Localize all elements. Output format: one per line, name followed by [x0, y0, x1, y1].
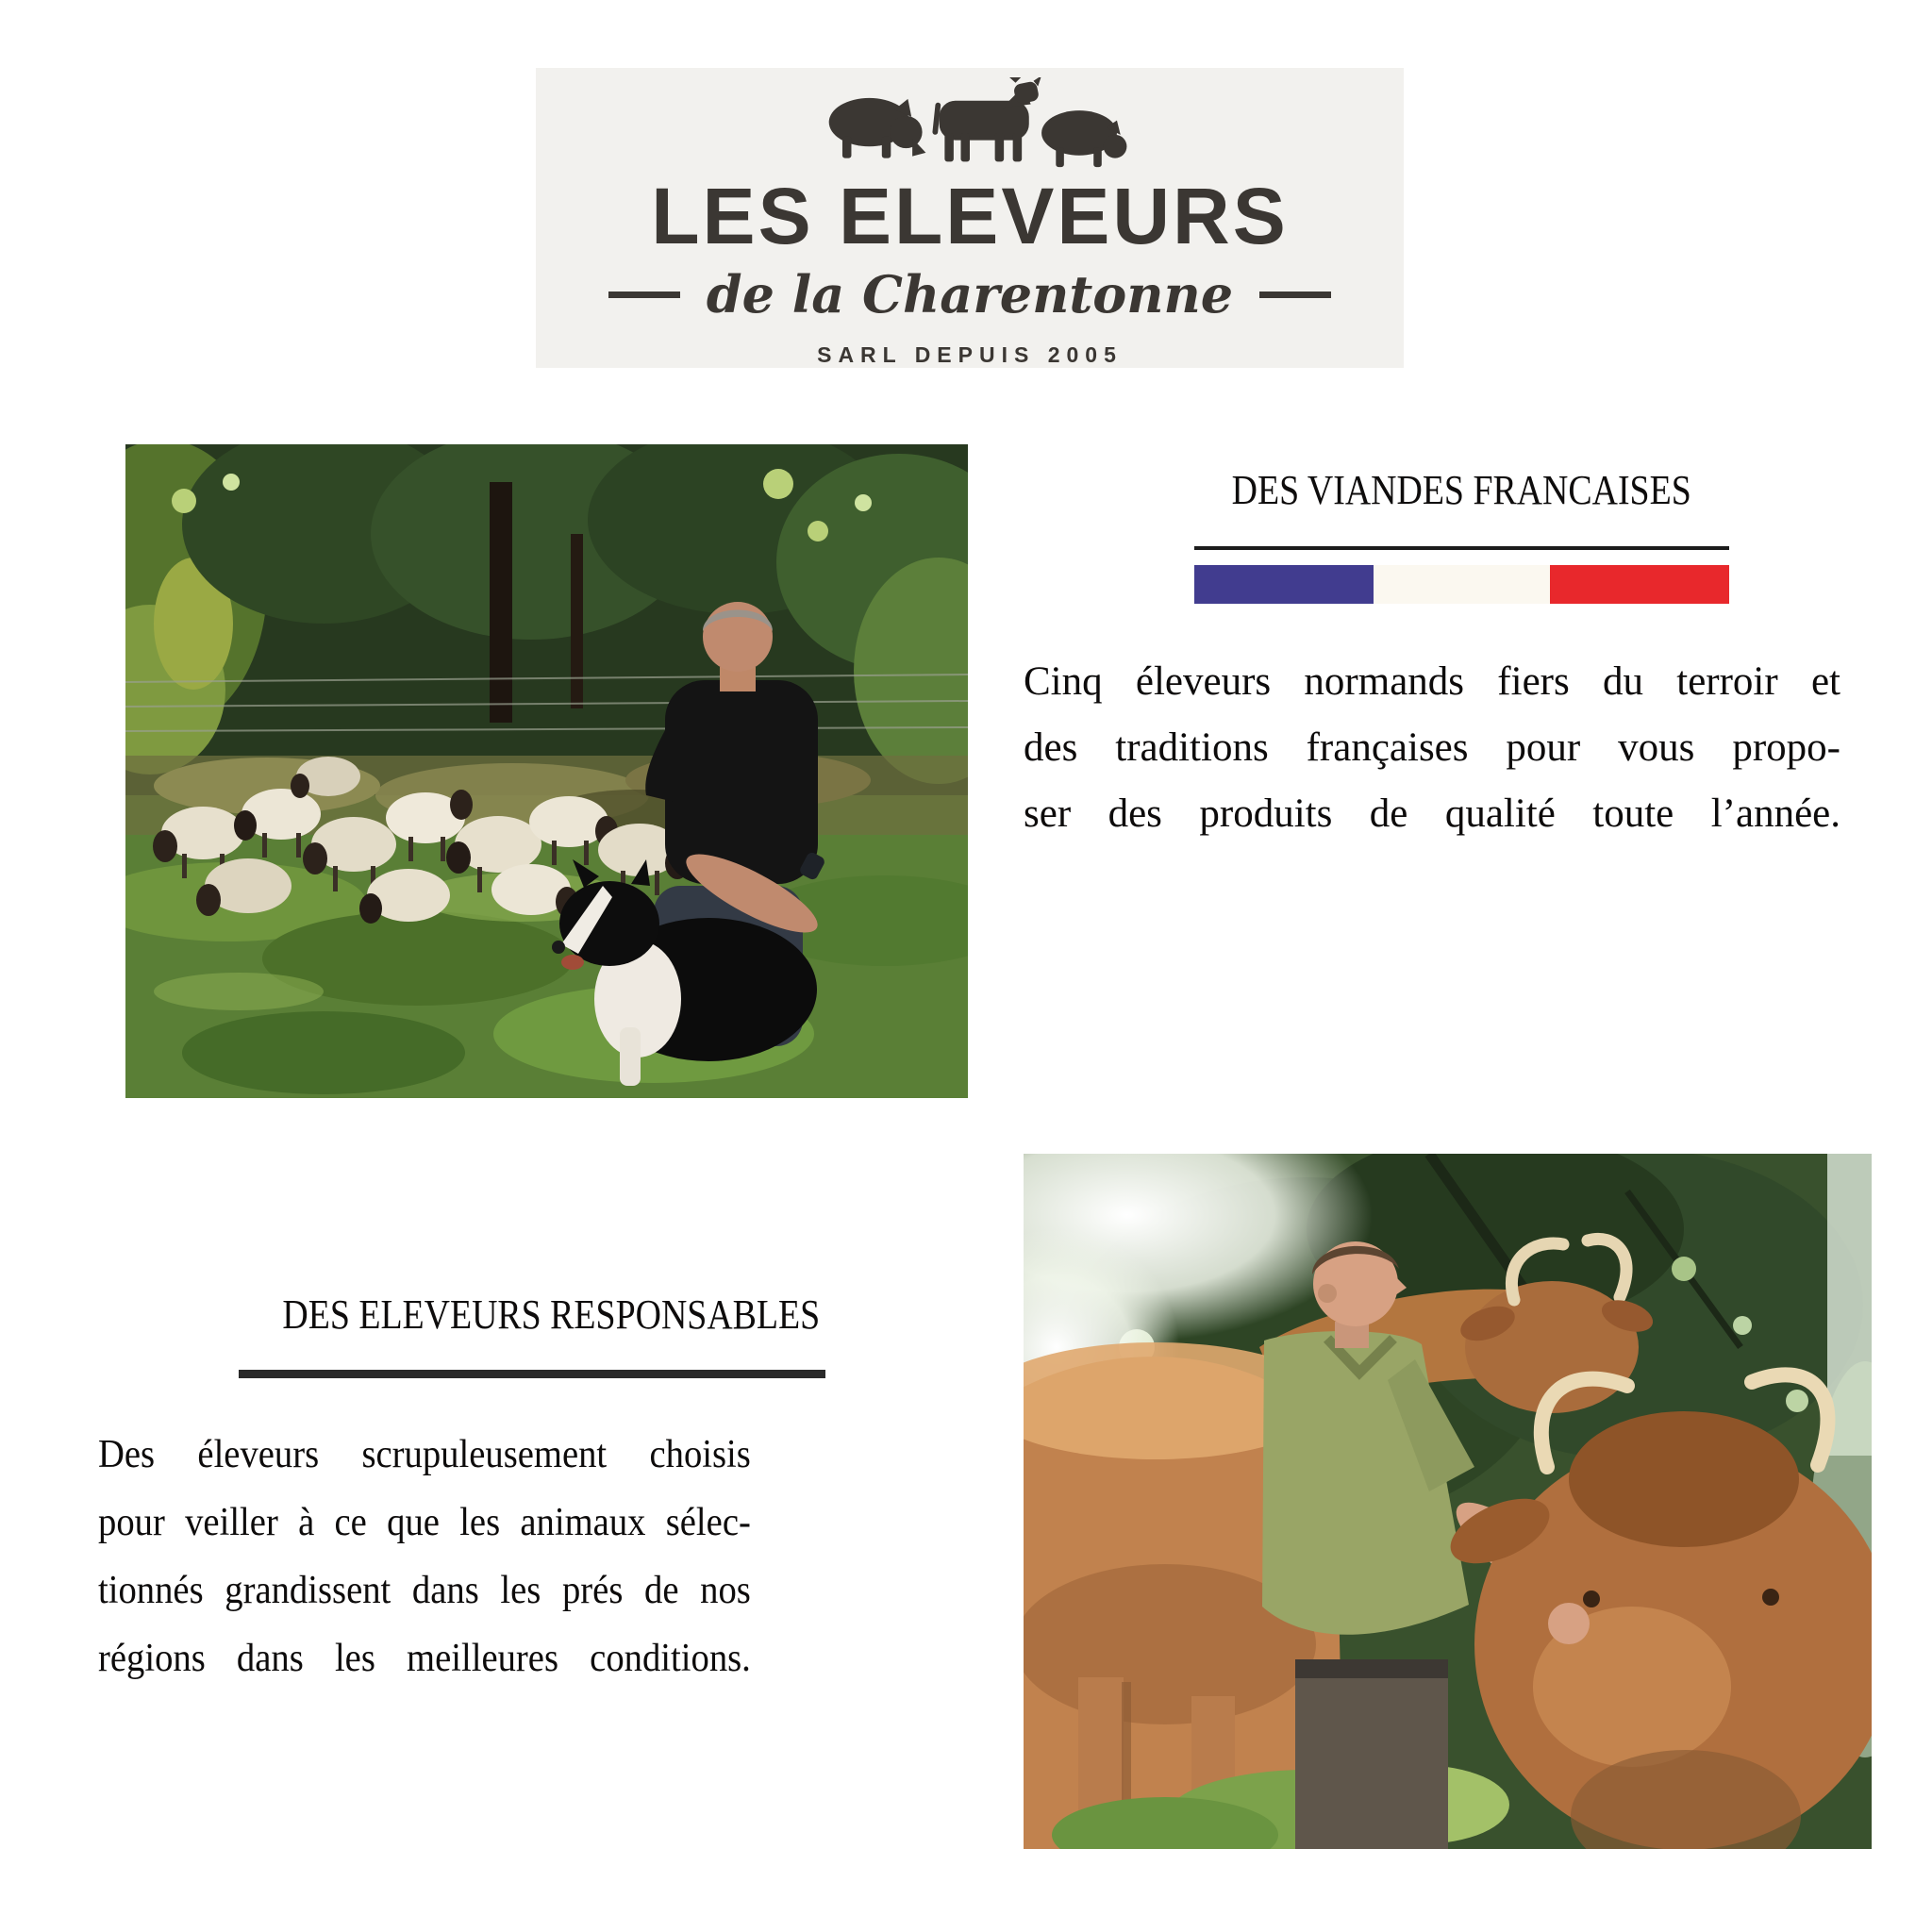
- eleveurs-section-heading: [239, 1291, 825, 1340]
- viandes-section-heading: [1194, 466, 1729, 515]
- logo-block: [536, 68, 1404, 368]
- farmer-hand: [1548, 1603, 1590, 1644]
- flag-red-stripe: [1550, 565, 1729, 604]
- eleveurs-paragraph: [98, 1421, 751, 1692]
- french-flag: [1194, 565, 1729, 604]
- logo-title: LES ELEVEURS: [651, 172, 1289, 260]
- flag-white-stripe: [1374, 565, 1550, 604]
- viandes-paragraph: [1024, 649, 1840, 847]
- paragraph-line: tionnés grandissent dans les prés de nos: [98, 1569, 751, 1612]
- logo-animal-icons: [809, 77, 1130, 169]
- pig-icon: [829, 98, 926, 158]
- paragraph-line: ser des produits de qualité toute l’année.: [1024, 791, 1840, 836]
- logo-dash-left: [608, 291, 680, 298]
- cow-farmer-photo: [1024, 1154, 1872, 1849]
- viandes-heading-text: DES VIANDES FRANCAISES: [1231, 467, 1692, 513]
- paragraph-line: Cinq éleveurs normands fiers du terroir et: [1024, 659, 1840, 704]
- logo-tagline: de la Charentonne: [706, 264, 1234, 325]
- tree-trunk: [490, 482, 512, 723]
- paragraph-line: des traditions françaises pour vous propo-: [1024, 725, 1840, 770]
- cow-icon: [932, 77, 1041, 161]
- sheep-icon: [1041, 110, 1126, 167]
- paragraph-line: pour veiller à ce que les animaux sélec-: [98, 1501, 751, 1544]
- logo-tagline-row: [608, 265, 1331, 324]
- flag-blue-stripe: [1194, 565, 1374, 604]
- paragraph-line: Des éleveurs scrupuleusement choisis: [98, 1433, 751, 1476]
- cow-photo-illustration: [1024, 1154, 1872, 1849]
- sheep-farmer-photo: [125, 444, 968, 1098]
- logo-dash-right: [1259, 291, 1331, 298]
- sheep-photo-illustration: [125, 444, 968, 1098]
- eleveurs-heading-text: DES ELEVEURS RESPONSABLES: [282, 1291, 821, 1338]
- paragraph-line: régions dans les meilleures conditions.: [98, 1637, 751, 1680]
- logo-subtitle: SARL DEPUIS 2005: [817, 342, 1123, 367]
- viandes-heading-underline: [1194, 546, 1729, 550]
- eleveurs-heading-underline: [239, 1370, 825, 1378]
